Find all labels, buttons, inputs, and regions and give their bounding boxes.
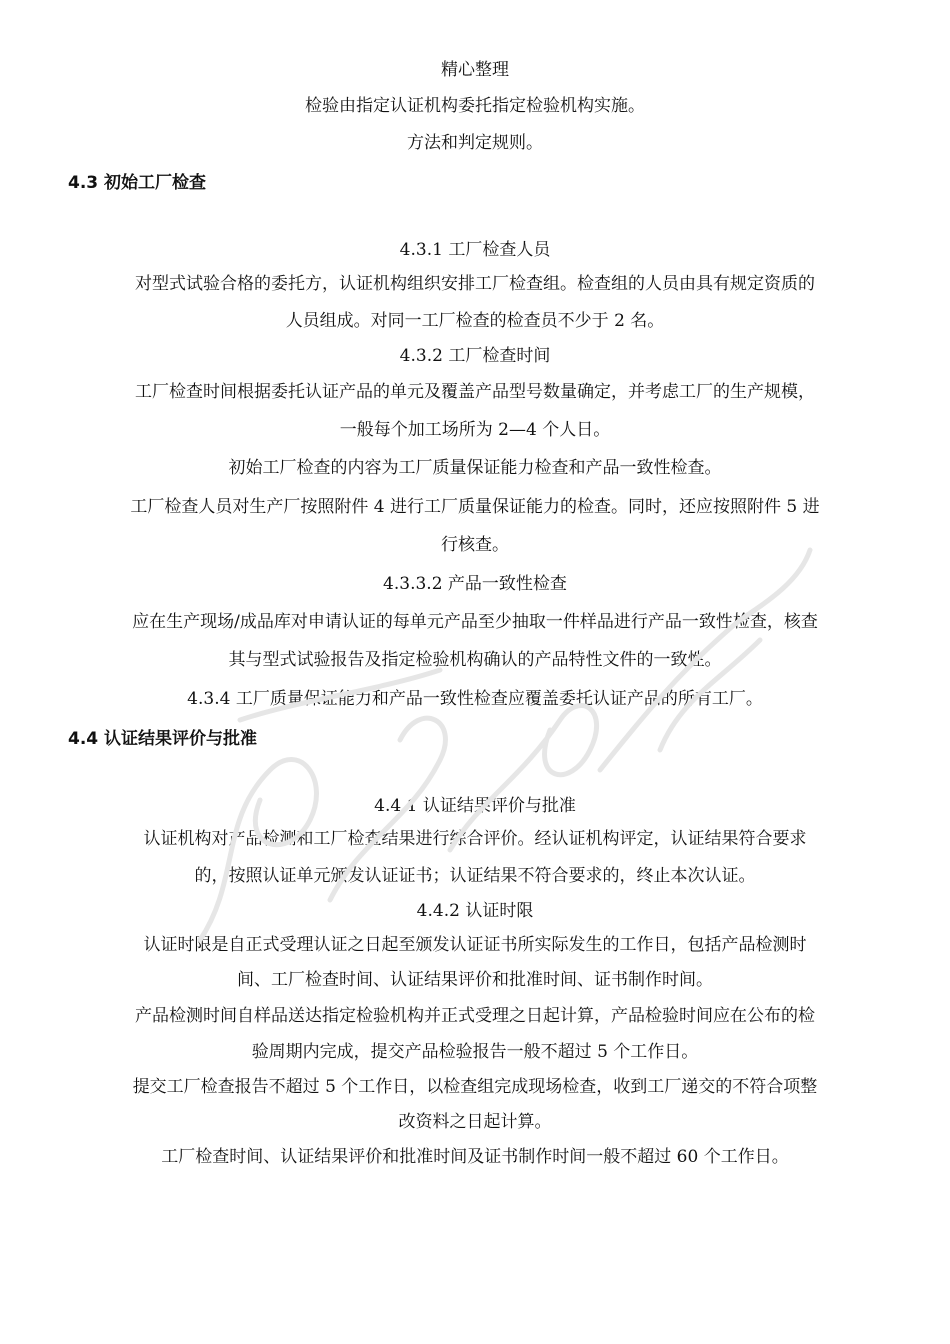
section-4-4-2-line-2: 间、工厂检查时间、认证结果评价和批准时间、证书制作时间。: [237, 970, 713, 990]
report-line-1: 提交工厂检查报告不超过 5 个工作日，以检查组完成现场检查，收到工厂递交的不符合项整: [132, 1077, 818, 1097]
testing-line-1: 产品检测时间自样品送达指定检验机构并正式受理之日起计算，产品检验时间应在公布的检: [135, 1006, 815, 1026]
section-4-3-1-line-1: 对型式试验合格的委托方，认证机构组织安排工厂检查组。检查组的人员由具有规定资质的: [135, 274, 815, 294]
section-4-3-4: 4.3.4 工厂质量保证能力和产品一致性检查应覆盖委托认证产品的所有工厂。: [187, 689, 763, 709]
section-4-4-1-line-2: 的，按照认证单元颁发认证证书；认证结果不符合要求的，终止本次认证。: [194, 866, 756, 886]
annex-line-1: 工厂检查人员对生产厂按照附件 4 进行工厂质量保证能力的检查。同时，还应按照附件 5 进: [130, 497, 820, 517]
section-4-3-2-title: 4.3.2 工厂检查时间: [399, 346, 551, 366]
section-4-3-2-line-1: 工厂检查时间根据委托认证产品的单元及覆盖产品型号数量确定，并考虑工厂的生产规模，: [135, 382, 815, 402]
intro-line-2: 方法和判定规则。: [407, 133, 543, 153]
section-4-3-1-title: 4.3.1 工厂检查人员: [399, 240, 551, 260]
total-time: 工厂检查时间、认证结果评价和批准时间及证书制作时间一般不超过 60 个工作日。: [161, 1147, 789, 1167]
inspection-content: 初始工厂检查的内容为工厂质量保证能力检查和产品一致性检查。: [228, 458, 722, 478]
section-4-3-3-2-line-1: 应在生产现场/成品库对申请认证的每单元产品至少抽取一件样品进行产品一致性检查，核查: [132, 612, 818, 632]
annex-line-2: 行核查。: [441, 535, 509, 555]
page-header: 精心整理: [441, 60, 509, 80]
intro-line-1: 检验由指定认证机构委托指定检验机构实施。: [305, 96, 645, 116]
report-line-2: 改资料之日起计算。: [398, 1112, 552, 1132]
section-4-4-2-title: 4.4.2 认证时限: [416, 901, 534, 921]
section-4-3-heading: 4.3 初始工厂检查: [68, 173, 207, 193]
section-4-4-1-line-1: 认证机构对产品检测和工厂检查结果进行综合评价。经认证机构评定，认证结果符合要求: [143, 829, 807, 849]
testing-line-2: 验周期内完成，提交产品检验报告一般不超过 5 个工作日。: [251, 1042, 699, 1062]
section-4-4-heading: 4.4 认证结果评价与批准: [68, 729, 258, 749]
section-4-4-2-line-1: 认证时限是自正式受理认证之日起至颁发认证证书所实际发生的工作日，包括产品检测时: [143, 935, 807, 955]
section-4-3-2-line-2: 一般每个加工场所为 2—4 个人日。: [339, 420, 611, 440]
section-4-3-3-2-title: 4.3.3.2 产品一致性检查: [383, 574, 567, 594]
section-4-3-1-line-2: 人员组成。对同一工厂检查的检查员不少于 2 名。: [285, 311, 665, 331]
section-4-4-1-title: 4.4.1 认证结果评价与批准: [374, 796, 576, 816]
section-4-3-3-2-line-2: 其与型式试验报告及指定检验机构确认的产品特性文件的一致性。: [228, 650, 722, 670]
